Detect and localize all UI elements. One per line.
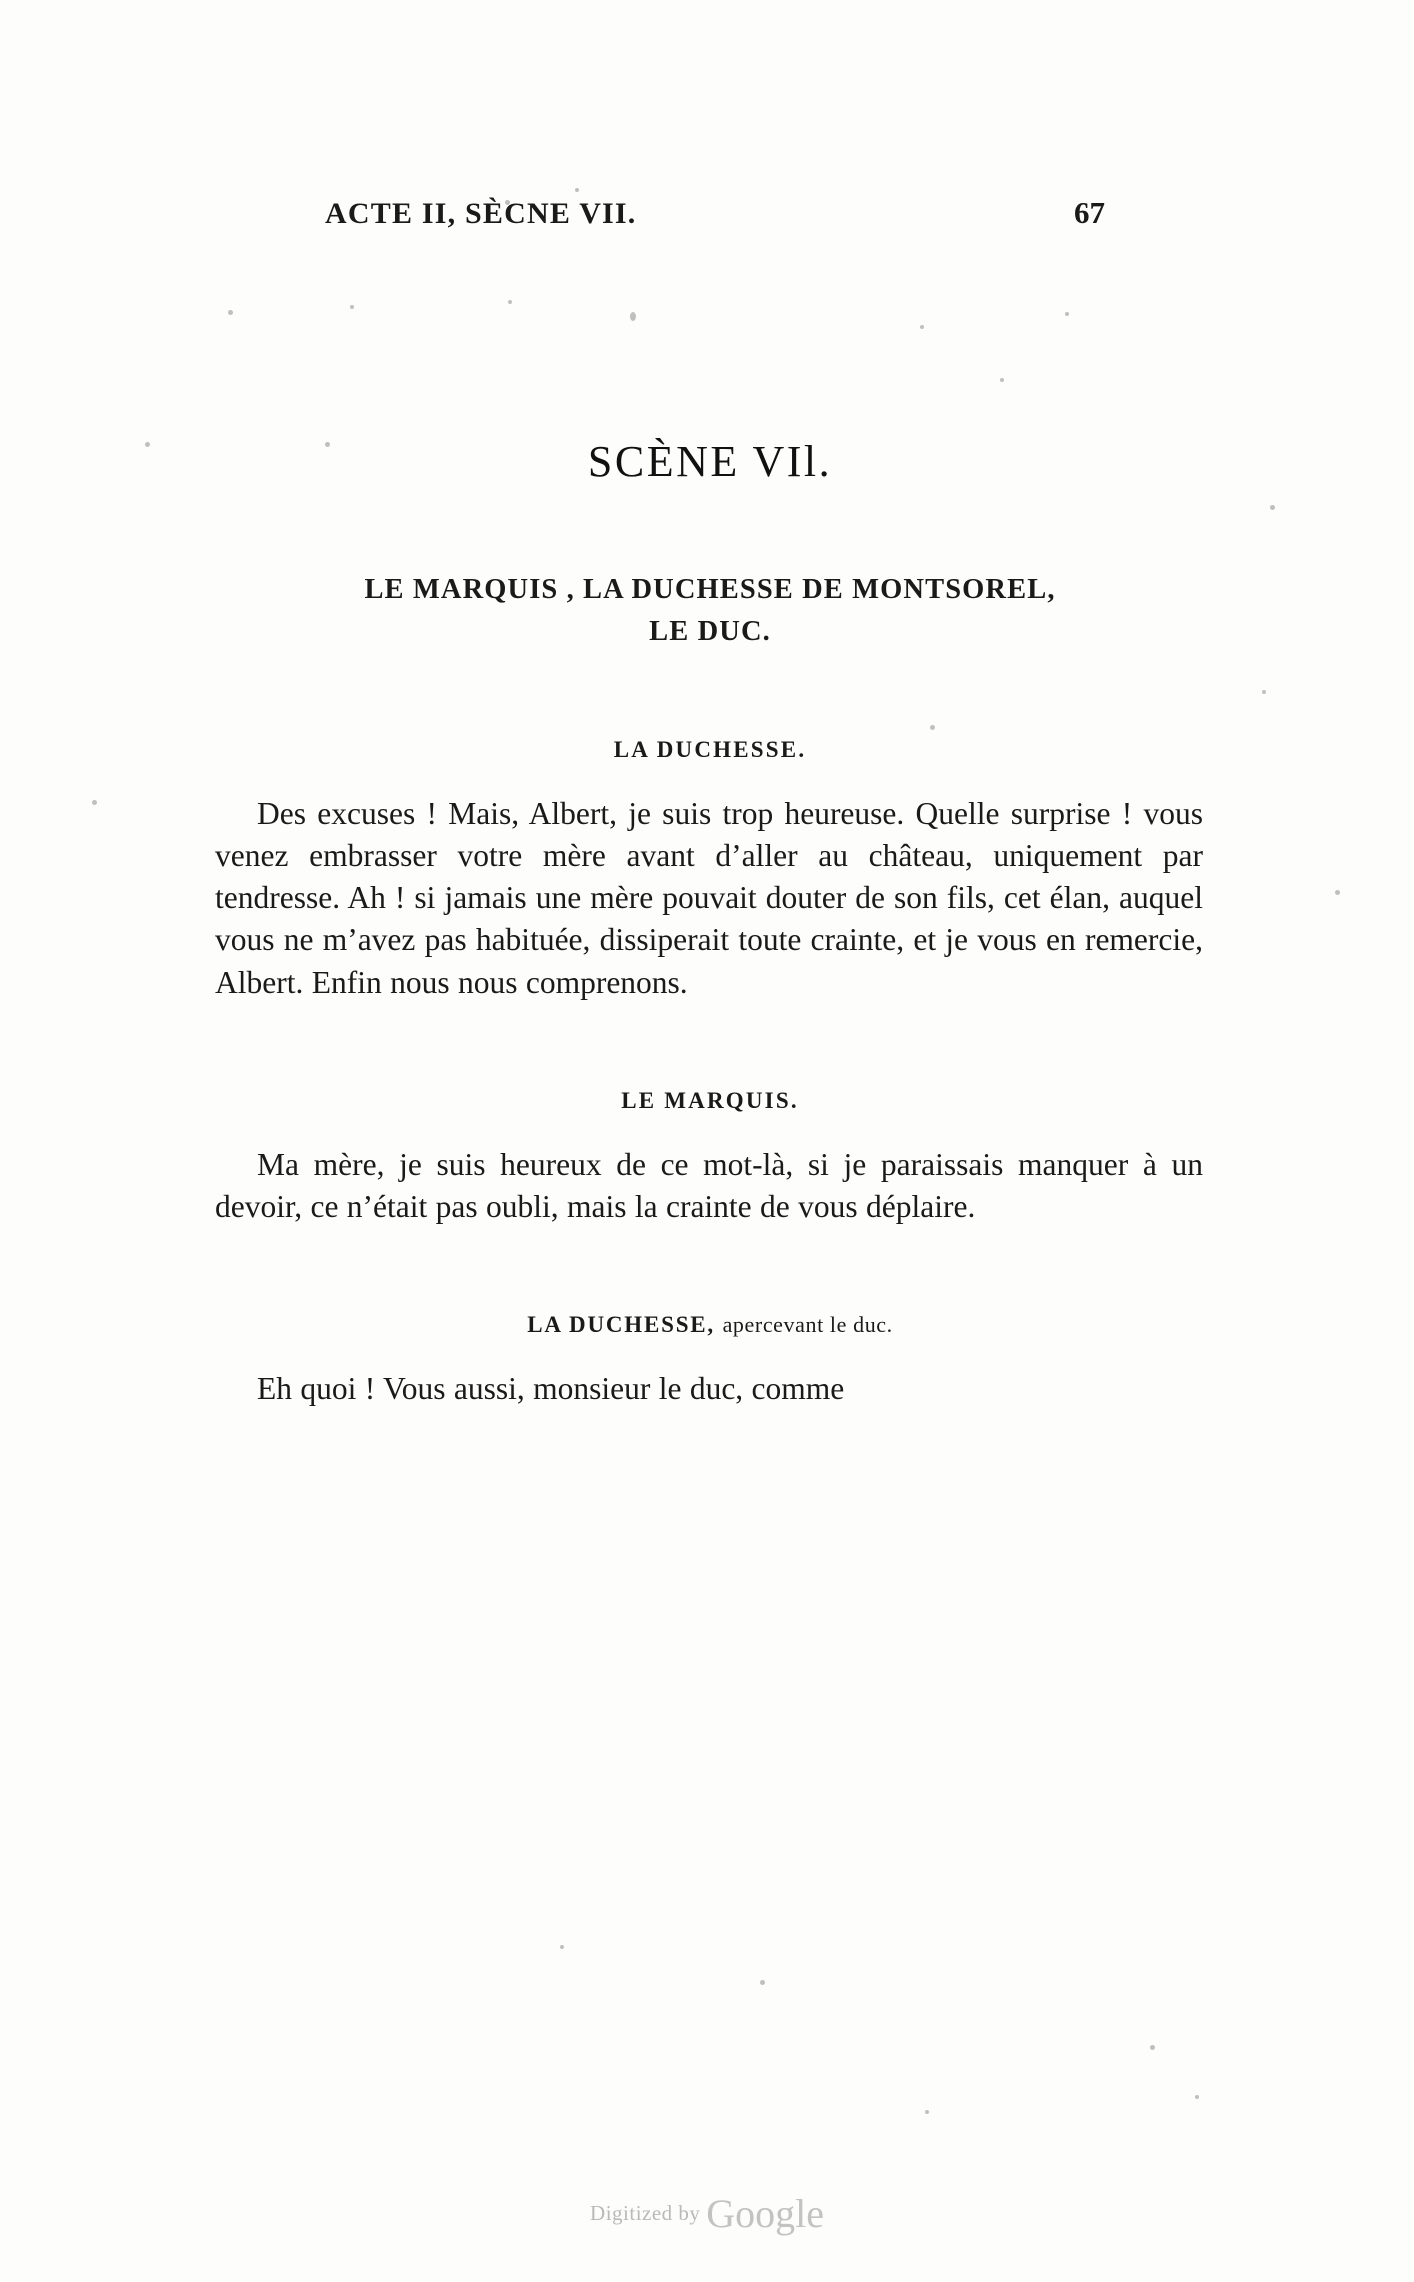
speaker-label-marquis: LE MARQUIS. [621, 1087, 799, 1113]
paper-speck [1195, 2095, 1199, 2099]
speech-text-duchesse-1: Des excuses ! Mais, Albert, je suis trop heureuse. Quelle surprise ! vous venez embrasser votre mère avant d’aller au château, uniquement par tendresse. Ah ! si jamais une mère pouvait douter de son fils, cet élan, auquel vous ne m’avez pas habituée, dissiperait toute crainte, et je vous en remercie, Albert. Enfin nous nous comprenons. [215, 796, 1203, 1000]
speaker-label-duchesse-1: LA DUCHESSE. [613, 737, 807, 763]
paper-speck [1262, 690, 1266, 694]
cast-line-1: LE MARQUIS , LA DUCHESSE DE MONTSOREL, [364, 574, 1056, 605]
footer-prefix: Digitized by [590, 2201, 701, 2225]
running-head-title: ACTE II, SÈCNE VII. [325, 197, 637, 230]
paper-speck [1150, 2045, 1155, 2050]
paper-speck [1335, 890, 1340, 895]
scene-cast-list [215, 569, 1205, 653]
scan-footer [0, 2190, 1414, 2237]
paper-speck [575, 188, 579, 192]
stage-direction: apercevant le duc. [722, 1311, 893, 1337]
paper-speck [925, 2110, 929, 2114]
page-number: 67 [1074, 195, 1105, 230]
speaker-label-duchesse-2 [215, 1312, 1205, 1338]
running-head [315, 195, 1105, 231]
paper-speck [560, 1945, 564, 1949]
cast-line-2: LE DUC. [649, 616, 771, 648]
scene-heading: SCÈNE VIl. [587, 437, 833, 486]
paper-speck [1270, 505, 1275, 510]
paper-speck [145, 442, 150, 447]
paper-speck [760, 1980, 765, 1985]
google-logo-text: Google [706, 2191, 824, 2236]
speaker-name: LA DUCHESSE, [527, 1311, 715, 1337]
speech-text-duchesse-2: Eh quoi ! Vous aussi, monsieur le duc, comme [257, 1370, 845, 1406]
page-content [215, 195, 1205, 1410]
speech-text-marquis: Ma mère, je suis heureux de ce mot-là, si je paraissais manquer à un devoir, ce n’était pas oubli, mais la crainte de vous déplaire. [215, 1146, 1203, 1224]
paper-speck [92, 800, 97, 805]
